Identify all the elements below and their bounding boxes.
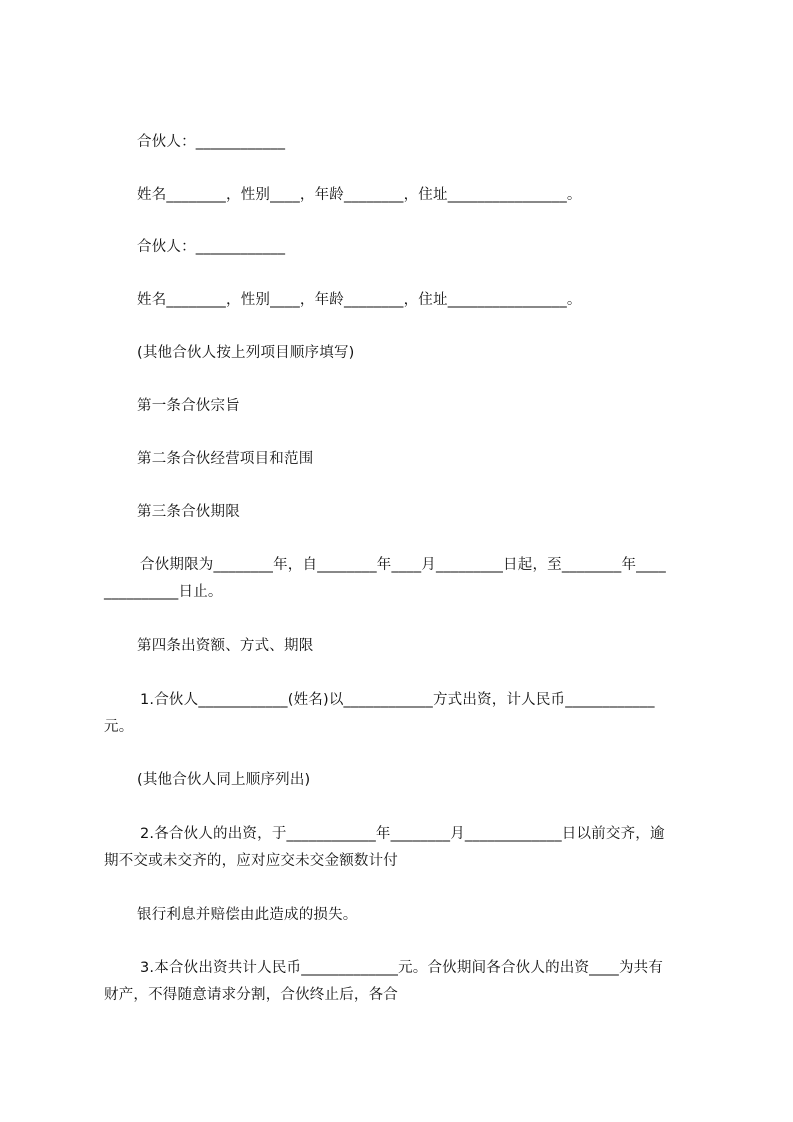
contribution-clause-2-line-1: 2.各合伙人的出资，于____________年________月_____________日以前交齐，逾 xyxy=(140,826,665,842)
contribution-clause-3-line-1: 3.本合伙出资共计人民币_____________元。合伙期间各合伙人的出资____为共有 xyxy=(140,960,664,976)
contribution-clause-1-line-1: 1.合伙人____________(姓名)以____________方式出资，计人民币____________ xyxy=(140,692,655,708)
contribution-clause-2-line-2: 期不交或未交齐的，应对应交未交金额数计付 xyxy=(104,853,398,869)
article-3-heading: 第三条合伙期限 xyxy=(137,504,240,520)
partner-1-label: 合伙人：____________ xyxy=(137,134,286,150)
contribution-clause-1-line-2: 元。 xyxy=(104,719,134,735)
partner-1-details: 姓名________，性别____，年龄________，住址________________。 xyxy=(137,187,582,203)
article-2-heading: 第二条合伙经营项目和范围 xyxy=(137,451,314,467)
contribution-clause-3-line-2: 财产，不得随意请求分割，合伙终止后，各合 xyxy=(104,987,398,1003)
other-partners-listing-note: (其他合伙人同上顺序列出) xyxy=(137,772,311,788)
partner-2-details: 姓名________，性别____，年龄________，住址________________。 xyxy=(137,292,582,308)
article-4-heading: 第四条出资额、方式、期限 xyxy=(137,638,314,654)
term-paragraph-line-1: 合伙期限为________年，自________年____月_________日起，至________年____ xyxy=(140,557,666,573)
article-1-heading: 第一条合伙宗旨 xyxy=(137,398,240,414)
term-paragraph-line-2: __________日止。 xyxy=(104,584,223,600)
other-partners-note: (其他合伙人按上列项目顺序填写) xyxy=(137,345,355,361)
partner-2-label: 合伙人：____________ xyxy=(137,239,286,255)
contribution-clause-2-line-3: 银行利息并赔偿由此造成的损失。 xyxy=(137,907,358,923)
